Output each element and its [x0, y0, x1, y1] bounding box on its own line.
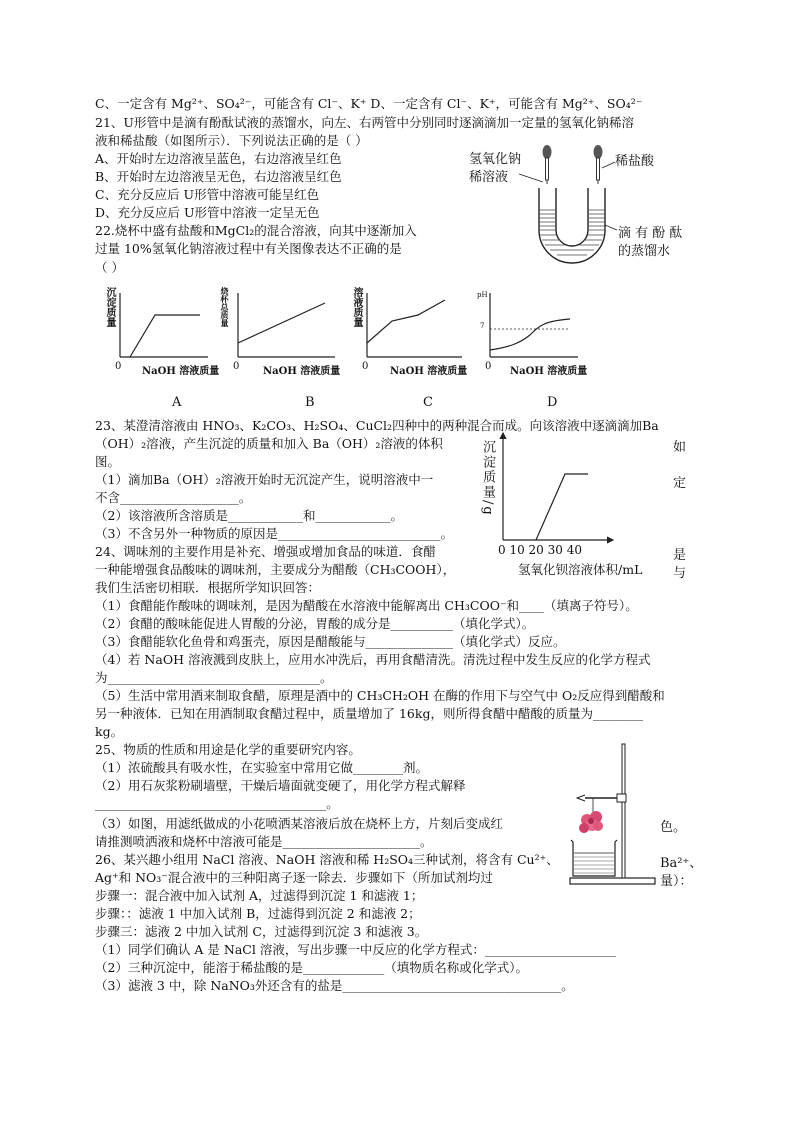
q25-sub1: （1）浓硫酸具有吸水性，在实验室中常用它做________剂。	[95, 760, 428, 775]
graph-c-letter: C	[423, 395, 433, 410]
side-char-ba: Ba²⁺、	[660, 856, 703, 871]
q24-stem-line3: 我们生活密切相联．根据所学知识回答：	[95, 580, 321, 595]
side-char-ding: 定	[673, 476, 687, 491]
naoh-label-line1: 氢氧化钠	[469, 152, 522, 167]
q21-stem-line1: 21、U形管中是滴有酚酞试液的蒸馏水，向左、右两管中分别同时逐滴滴加一定量的氢氧化钠稀溶	[95, 115, 634, 130]
q26-sub2: （2）三种沉淀中，能溶于稀盐酸的是_____________（填物质名称或化学式）。	[95, 960, 528, 975]
q25-sub2-line2: _____________________________________。	[95, 796, 339, 811]
q24-sub3: （3）食醋能软化鱼骨和鸡蛋壳，原因是醋酸能与______________（填化学式）反应。	[95, 634, 566, 649]
q23-xticks: 0 10 20 30 40	[498, 543, 582, 557]
q20-option-cd: C、一定含有 Mg²⁺、SO₄²⁻，可能含有 Cl⁻、K⁺ D、一定含有 Cl⁻、K⁺，可能含有 Mg²⁺、SO₄²⁻	[95, 96, 643, 111]
q24-sub5-line1: （5）生活中常用酒来制取食醋，原理是酒中的 CH₃CH₂OH 在酶的作用下与空气中 O₂反应得到醋酸和	[95, 688, 665, 703]
q22-graphs-svg	[100, 285, 580, 410]
graph-a-letter: A	[172, 395, 182, 410]
side-char-shi: 是	[673, 548, 687, 563]
q23-graph	[478, 428, 678, 578]
graph-a-origin: 0	[115, 361, 122, 372]
q21-option-b: B、开始时左边溶液呈无色，右边溶液呈红色	[95, 169, 342, 184]
graph-c-xlabel: NaOH 溶液质量	[390, 366, 468, 377]
side-char-ru: 如	[673, 440, 687, 455]
graph-d-letter: D	[547, 395, 558, 410]
q26-step3: 步骤三：滤液 2 中加入试剂 C，过滤得到沉淀 3 和滤液 3。	[95, 924, 428, 939]
q25-sub2-line1: （2）用石灰浆粉刷墙壁，干燥后墙面就变硬了，用化学方程式解释	[95, 778, 466, 793]
q23-sub3: （3）不含另外一种物质的原因是__________________________。	[95, 526, 453, 541]
q24-sub5-line3: kg。	[95, 724, 124, 739]
naoh-label-line2: 稀溶液	[469, 170, 509, 185]
q24-stem-line2: 一种能增强食品酸味的调味剂，主要成分为醋酸（CH₃COOH），	[95, 562, 456, 577]
q25-sub3-line2: 请推测喷洒液和烧杯中溶液可能是______________________。	[95, 834, 433, 849]
side-char-se: 色。	[660, 820, 687, 835]
q21-stem-line2: 液和稀盐酸（如图所示）．下列说法正确的是（ ）	[95, 133, 368, 148]
q26-sub1: （1）同学们确认 A 是 NaCl 溶液，写出步骤一中反应的化学方程式：_____________________	[95, 942, 617, 957]
graph-c-origin: 0	[362, 361, 369, 372]
water-label-line2: 的蒸馏水	[618, 244, 671, 259]
graph-b	[238, 293, 335, 357]
q21-option-c: C、充分反应后 U形管中溶液可能呈红色	[95, 187, 320, 202]
graph-c-ylabel: 溶液质量	[351, 287, 362, 327]
q24-sub1: （1）食醋能作酸味的调味剂，是因为醋酸在水溶液中能解离出 CH₃COO⁻和____（填离子符号）。	[95, 598, 638, 613]
graph-a-xlabel: NaOH 溶液质量	[142, 366, 220, 377]
q23-sub1-line2: 不含___________________。	[95, 490, 252, 505]
graph-d	[490, 293, 578, 357]
q21-option-d: D、充分反应后 U形管中溶液一定呈无色	[95, 205, 320, 220]
graph-b-xlabel: NaOH 溶液质量	[263, 366, 341, 377]
graph-b-letter: B	[305, 395, 315, 410]
q23-stem-line3: 图。	[95, 454, 121, 469]
q23-xlabel: 氢氧化钡溶液体积/mL	[518, 562, 643, 577]
right-dropper-icon	[594, 145, 603, 184]
q26-step2: 步骤：：滤液 1 中加入试剂 B，过滤得到沉淀 2 和滤液 2；	[95, 906, 421, 921]
q26-step1: 步骤一：混合液中加入试剂 A，过滤得到沉淀 1 和滤液 1；	[95, 888, 424, 903]
q24-sub4-line1: （4）若 NaOH 溶液溅到皮肤上，应用水冲洗后，再用食醋清洗。清洗过程中发生反应的化学方程式	[95, 652, 651, 667]
side-char-yu: 与	[673, 566, 687, 581]
graph-b-ylabel: 烧杯总质量	[220, 287, 230, 327]
q21-option-a: A、开始时左边溶液呈蓝色，右边溶液呈红色	[95, 151, 342, 166]
beaker-icon	[571, 840, 617, 876]
graph-c	[367, 293, 462, 357]
graph-b-origin: 0	[233, 361, 240, 372]
q24-sub2: （2）食醋的酸味能促进人胃酸的分泌，胃酸的成分是__________（填化学式）。	[95, 616, 535, 631]
u-tube-figure	[465, 140, 695, 268]
graph-d-origin: 0	[485, 361, 492, 372]
q22-graphs	[100, 285, 588, 410]
q23-stem-line2: （OH）₂溶液，产生沉淀的质量和加入 Ba（OH）₂溶液的体积	[95, 436, 443, 451]
q23-sub1-line1: （1）滴加Ba（OH）₂溶液开始时无沉淀产生，说明溶液中一	[95, 472, 434, 487]
hcl-label: 稀盐酸	[615, 154, 655, 169]
q25-apparatus	[565, 740, 660, 890]
q26-stem-line1: 26、某兴趣小组用 NaCl 溶液、NaOH 溶液和稀 H₂SO₄三种试剂，将含有 Cu²⁺、	[95, 852, 559, 867]
left-dropper-icon	[543, 145, 552, 184]
graph-d-xlabel: NaOH 溶液质量	[510, 366, 588, 377]
q25-stem: 25、物质的性质和用途是化学的重要研究内容。	[95, 742, 361, 757]
q22-stem-line1: 22.烧杯中盛有盐酸和MgCl₂的混合溶液，向其中逐渐加入	[95, 223, 417, 238]
q25-sub3-line1: （3）如图，用滤纸做成的小花喷洒某溶液后放在烧杯上方，片刻后变成红	[95, 816, 503, 831]
q23-stem-line1: 23、某澄清溶液由 HNO₃、K₂CO₃、H₂SO₄、CuCl₂四种中的两种混合而成。向该溶液中逐滴滴加Ba	[95, 418, 659, 433]
graph-a	[120, 293, 208, 357]
q25-apparatus-svg	[565, 740, 660, 890]
q24-stem-line1: 24、调味剂的主要作用是补充、增强或增加食品的味道．食醋	[95, 544, 436, 559]
graph-d-seven-tick: 7	[480, 322, 485, 330]
graph-a-ylabel: 沉淀质量	[104, 287, 115, 327]
q22-stem-line2: 过量 10%氢氧化钠溶液过程中有关图像表达不正确的是	[95, 241, 402, 256]
q22-answer-bracket: （ ）	[95, 260, 124, 275]
q24-sub5-line2: 另一种液体．已知在用酒制取食醋过程中，质量增加了 16kg，则所得食醋中醋酸的质量为________	[95, 706, 643, 721]
q24-sub4-line2: 为__________________________________。	[95, 670, 333, 685]
graph-d-ylabel: pH	[477, 291, 488, 299]
q26-stem-line2: Ag⁺和 NO₃⁻混合液中的三种阳离子逐一除去．步骤如下（所加试剂均过	[95, 870, 493, 885]
q23-sub2: （2）该溶液所含溶质是____________和____________。	[95, 508, 403, 523]
q23-ylabel: 沉淀质量/g	[480, 440, 495, 517]
q26-sub3: （3）滤液 3 中，除 NaNO₃外还含有的盐是___________________________________。	[95, 978, 574, 993]
side-char-liang: 量）：	[660, 874, 693, 889]
flower-icon	[579, 811, 603, 833]
water-label-line1: 滴 有 酚 酞	[618, 226, 683, 241]
